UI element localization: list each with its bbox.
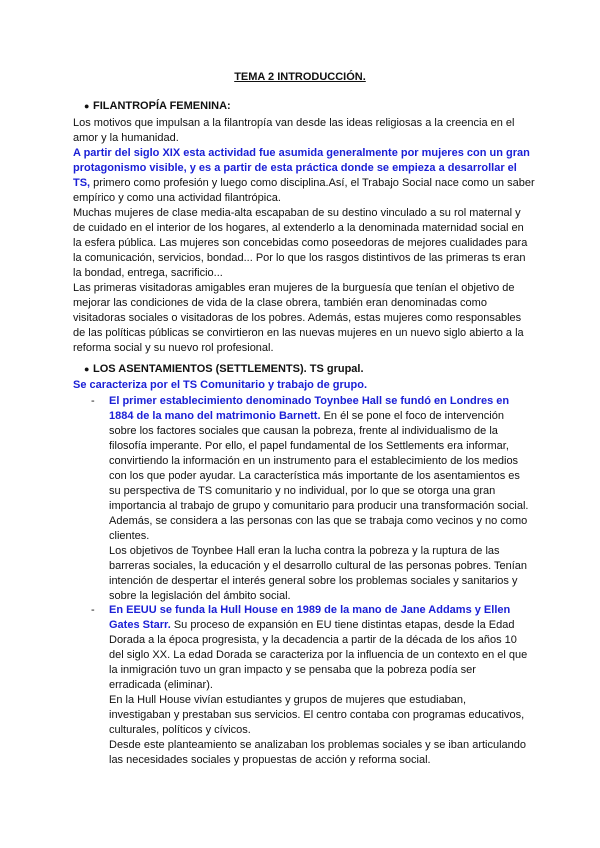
item2-paragraph-3: Desde este planteamiento se analizaban los problemas sociales y se iban articulando las necesidades sociales y propuestas de acción y reforma social. [109, 739, 527, 766]
section-heading-asentamientos [84, 362, 364, 377]
item1-highlight: El primer establecimiento denominado Toynbee Hall se fundó en Londres en 1884 de la mano del matrimonio Barnett. [109, 395, 510, 422]
intro-paragraph: Los motivos que impulsan a la filantropía van desde las ideas religiosas a la creencia en el amor y la humanidad. [73, 117, 515, 144]
heading-text: LOS ASENTAMIENTOS (SETTLEMENTS). TS grupal. [93, 363, 364, 375]
item2-text: Su proceso de expansión en EU tiene distintas etapas, desde la Edad Dorada a la época progresista, y la decadencia a partir de la década de los años 10 del siglo XX. La edad Dorada se caracteriza por la influencia de un contexto en el que la inmigración tuvo un gran impacto y se pensaba que la pobreza podía ser erradicada (eliminar). [109, 619, 528, 691]
bullet-icon: ● [84, 364, 90, 374]
paragraph-3: Las primeras visitadoras amigables eran mujeres de la burguesía que tenían el objetivo de mejorar las condiciones de vida de la clase obrera, también eran denominadas como visitadoras sociales o visitadoras de los pobres. Además, estas mujeres como responsables de las políticas públicas se convirtieron en las nuevas mujeres en un nuevo siglo abierto a la reforma social y su nuevo rol profesional. [73, 282, 524, 354]
item1-text: En él se pone el foco de intervención sobre los factores sociales que causan la pobreza, frente al individualismo de la filosofía imperante. Por ello, el papel fundamental de los Settlements era informar, convirtiendo la información en un instrumento para el establecimiento de los medios con los que poder ayudar. La característica más importante de los asentamientos es su perspectiva de TS comunitario y no individual, por lo que se otorga una gran importancia al trabajo de grupo y comunitario para producir una transformación social. Además, se considera a las personas con las que se trabaja como vecinos y no como clientes. [109, 410, 529, 542]
item1-paragraph [109, 394, 529, 544]
section-heading-filantropia [84, 99, 231, 114]
section2-subheading: Se caracteriza por el TS Comunitario y trabajo de grupo. [73, 379, 368, 391]
highlight-paragraph [73, 146, 535, 206]
dash-icon: - [91, 395, 95, 407]
item2-paragraph-2: En la Hull House vivían estudiantes y grupos de mujeres que estudiaban, investigaban y prestaban sus servicios. El centro contaba con programas educativos, culturales, políticos y cívicos. [109, 694, 525, 736]
item1-paragraph-2: Los objetivos de Toynbee Hall eran la lucha contra la pobreza y la ruptura de las barreras sociales, la educación y el desarrollo cultural de las personas pobres. Tenían intención de despertar el interés general sobre los problemas sociales y sanitarios y sobre la legislación del ámbito social. [109, 545, 528, 602]
heading-text: FILANTROPÍA FEMENINA: [93, 100, 231, 112]
page-title: TEMA 2 INTRODUCCIÓN. [234, 71, 366, 83]
list-item-hull-house [91, 603, 529, 768]
dash-icon: - [91, 604, 95, 616]
highlight-tail: primero como profesión y luego como disciplina.Así, el Trabajo Social nace como un saber empírico y como una actividad filantrópica. [73, 177, 535, 204]
bullet-icon: ● [84, 101, 90, 111]
paragraph-2: Muchas mujeres de clase media-alta escapaban de su destino vinculado a su rol maternal y de cuidado en el interior de los hogares, al extenderlo a la denominada maternidad social en la esfera pública. Las mujeres son concebidas como poseedoras de mejores cualidades para la comunicación, servicios, bondad... Por lo que los rasgos distintivos de las primeras ts eran la bondad, entrega, sacrificio... [73, 207, 528, 279]
item2-paragraph [109, 603, 529, 693]
highlight-text: A partir del siglo XIX esta actividad fue asumida generalmente por mujeres con un gran protagonismo visible, y es a partir de esta práctica donde se empieza a desarrollar el TS, [73, 147, 530, 189]
list-item-toynbee [91, 394, 529, 604]
item2-highlight: En EEUU se funda la Hull House en 1989 de la mano de Jane Addams y Ellen Gates Starr. [109, 604, 511, 631]
section1-body [73, 116, 535, 356]
